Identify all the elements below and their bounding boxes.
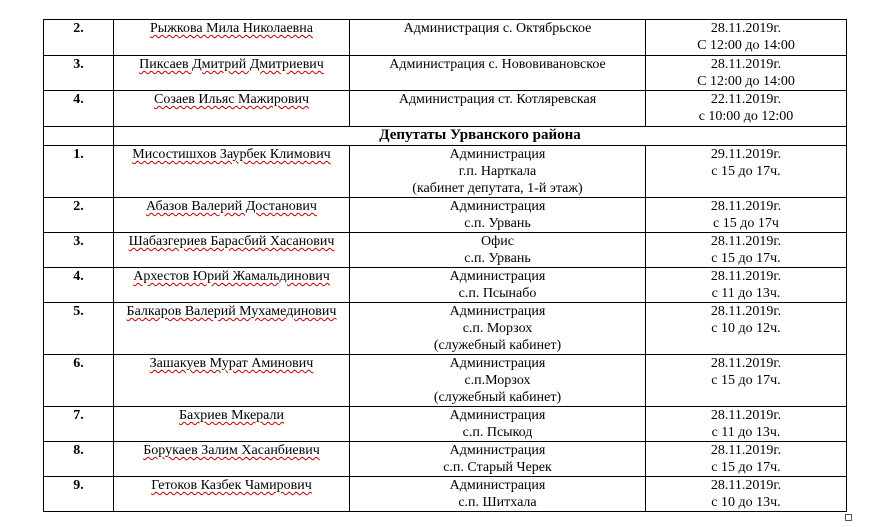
deputy-name-cell <box>114 198 350 233</box>
table-row <box>44 91 847 127</box>
reception-date: 28.11.2019г. <box>710 57 782 72</box>
row-number: 5. <box>44 303 114 355</box>
place-line: Администрация <box>449 356 546 371</box>
row-number: 7. <box>44 407 114 442</box>
place-line: с.п. Старый Черек <box>443 460 552 475</box>
reception-time <box>646 442 847 477</box>
reception-date: 28.11.2019г. <box>710 478 782 493</box>
reception-hours: с 15 до 17ч <box>713 216 779 231</box>
reception-time <box>646 407 847 442</box>
place-line: Администрация <box>449 199 546 214</box>
reception-time <box>646 477 847 512</box>
row-number: 4. <box>44 268 114 303</box>
row-number: 2. <box>44 198 114 233</box>
reception-date: 29.11.2019г. <box>710 147 782 162</box>
deputy-name-cell <box>114 442 350 477</box>
reception-hours: С 12:00 до 14:00 <box>697 74 795 89</box>
section-header-row <box>44 127 847 146</box>
place-line: с.п.Морзох <box>464 373 531 388</box>
table-row <box>44 146 847 198</box>
row-number: 8. <box>44 442 114 477</box>
reception-hours: с 10:00 до 12:00 <box>698 109 794 124</box>
place-line: с.п. Урвань <box>464 251 531 266</box>
reception-hours: с 10 до 12ч. <box>711 321 781 336</box>
deputy-name-cell <box>114 477 350 512</box>
reception-place <box>350 20 646 56</box>
reception-date: 28.11.2019г. <box>710 269 782 284</box>
deputy-name: Архестов Юрий Жамальдинович <box>133 269 330 284</box>
deputy-name: Мисостишхов Заурбек Климович <box>132 147 331 162</box>
row-number: 3. <box>44 56 114 91</box>
deputy-name: Шабазгериев Барасбий Хасанович <box>128 234 335 249</box>
table-row <box>44 477 847 512</box>
reception-hours: С 12:00 до 14:00 <box>697 38 795 53</box>
reception-hours: с 10 до 13ч. <box>711 495 781 510</box>
reception-hours: с 11 до 13ч. <box>711 425 781 440</box>
rows-bottom <box>44 146 847 512</box>
place-line: с.п. Морзох <box>462 321 533 336</box>
resize-handle[interactable] <box>845 514 852 521</box>
deputy-name-cell <box>114 233 350 268</box>
place-line: с.п. Урвань <box>464 216 531 231</box>
place-line: Администрация <box>449 147 546 162</box>
deputy-name-cell <box>114 303 350 355</box>
table-row <box>44 56 847 91</box>
table-row <box>44 198 847 233</box>
reception-time <box>646 146 847 198</box>
place-line: (служебный кабинет) <box>433 390 562 405</box>
reception-time <box>646 233 847 268</box>
reception-hours: с 15 до 17ч. <box>711 251 781 266</box>
reception-time <box>646 355 847 407</box>
place-line: (служебный кабинет) <box>433 338 562 353</box>
deputy-name: Гетоков Казбек Чамирович <box>151 478 312 493</box>
reception-place <box>350 477 646 512</box>
reception-place <box>350 91 646 127</box>
reception-hours: с 11 до 13ч. <box>711 286 781 301</box>
deputy-name: Балкаров Валерий Мухамединович <box>126 304 337 319</box>
place-line: с.п. Шитхала <box>458 495 537 510</box>
reception-date: 28.11.2019г. <box>710 356 782 371</box>
deputy-name: Рыжкова Мила Николаевна <box>150 21 313 36</box>
section-header-group <box>44 127 847 146</box>
deputy-name: Бахриев Мкерали <box>179 408 284 423</box>
row-number: 2. <box>44 20 114 56</box>
deputy-name-cell <box>114 268 350 303</box>
reception-date: 28.11.2019г. <box>710 234 782 249</box>
rows-top <box>44 20 847 127</box>
place-line: Администрация <box>449 269 546 284</box>
table-row <box>44 303 847 355</box>
reception-time <box>646 91 847 127</box>
place-line: Администрация <box>449 478 546 493</box>
reception-place <box>350 198 646 233</box>
reception-place <box>350 407 646 442</box>
row-number: 3. <box>44 233 114 268</box>
reception-hours: с 15 до 17ч. <box>711 373 781 388</box>
deputy-name-cell <box>114 56 350 91</box>
reception-place <box>350 268 646 303</box>
deputy-name-cell <box>114 91 350 127</box>
place-line: Офис <box>481 234 514 249</box>
row-number: 9. <box>44 477 114 512</box>
reception-hours: с 15 до 17ч. <box>711 164 781 179</box>
reception-place <box>350 442 646 477</box>
reception-time <box>646 56 847 91</box>
table-row <box>44 407 847 442</box>
section-header-spacer <box>44 127 114 146</box>
row-number: 4. <box>44 91 114 127</box>
reception-time <box>646 20 847 56</box>
reception-time <box>646 268 847 303</box>
reception-place <box>350 233 646 268</box>
place-line: Администрация ст. Котляревская <box>398 92 597 107</box>
reception-place <box>350 56 646 91</box>
reception-date: 22.11.2019г. <box>710 92 782 107</box>
reception-hours: с 15 до 17ч. <box>711 460 781 475</box>
place-line: с.п. Псынабо <box>458 286 537 301</box>
place-line: Администрация с. Октябрьское <box>403 21 592 36</box>
deputies-reception-table <box>43 19 847 512</box>
deputy-name-cell <box>114 355 350 407</box>
reception-date: 28.11.2019г. <box>710 21 782 36</box>
table-row <box>44 268 847 303</box>
reception-time <box>646 303 847 355</box>
table-row <box>44 442 847 477</box>
reception-date: 28.11.2019г. <box>710 304 782 319</box>
place-line: г.п. Нарткала <box>458 164 537 179</box>
deputy-name: Пиксаев Дмитрий Дмитриевич <box>139 57 324 72</box>
place-line: Администрация с. Нововивановское <box>389 57 606 72</box>
deputy-name: Созаев Ильяс Мажирович <box>153 92 309 107</box>
deputy-name: Зашакуев Мурат Аминович <box>149 356 314 371</box>
deputy-name-cell <box>114 146 350 198</box>
reception-place <box>350 355 646 407</box>
deputy-name: Борукаев Залим Хасанбиевич <box>143 443 320 458</box>
place-line: с.п. Псыкод <box>462 425 533 440</box>
reception-time <box>646 198 847 233</box>
row-number: 1. <box>44 146 114 198</box>
reception-place <box>350 303 646 355</box>
table-row <box>44 355 847 407</box>
reception-date: 28.11.2019г. <box>710 408 782 423</box>
place-line: Администрация <box>449 408 546 423</box>
place-line: Администрация <box>449 304 546 319</box>
table-row <box>44 233 847 268</box>
deputy-name: Абазов Валерий Достанович <box>146 199 317 214</box>
deputy-name-cell <box>114 407 350 442</box>
reception-place <box>350 146 646 198</box>
deputy-name-cell <box>114 20 350 56</box>
place-line: (кабинет депутата, 1-й этаж) <box>412 181 583 196</box>
table-row <box>44 20 847 56</box>
place-line: Администрация <box>449 443 546 458</box>
row-number: 6. <box>44 355 114 407</box>
section-header: Депутаты Урванского района <box>114 127 847 146</box>
reception-date: 28.11.2019г. <box>710 199 782 214</box>
reception-date: 28.11.2019г. <box>710 443 782 458</box>
